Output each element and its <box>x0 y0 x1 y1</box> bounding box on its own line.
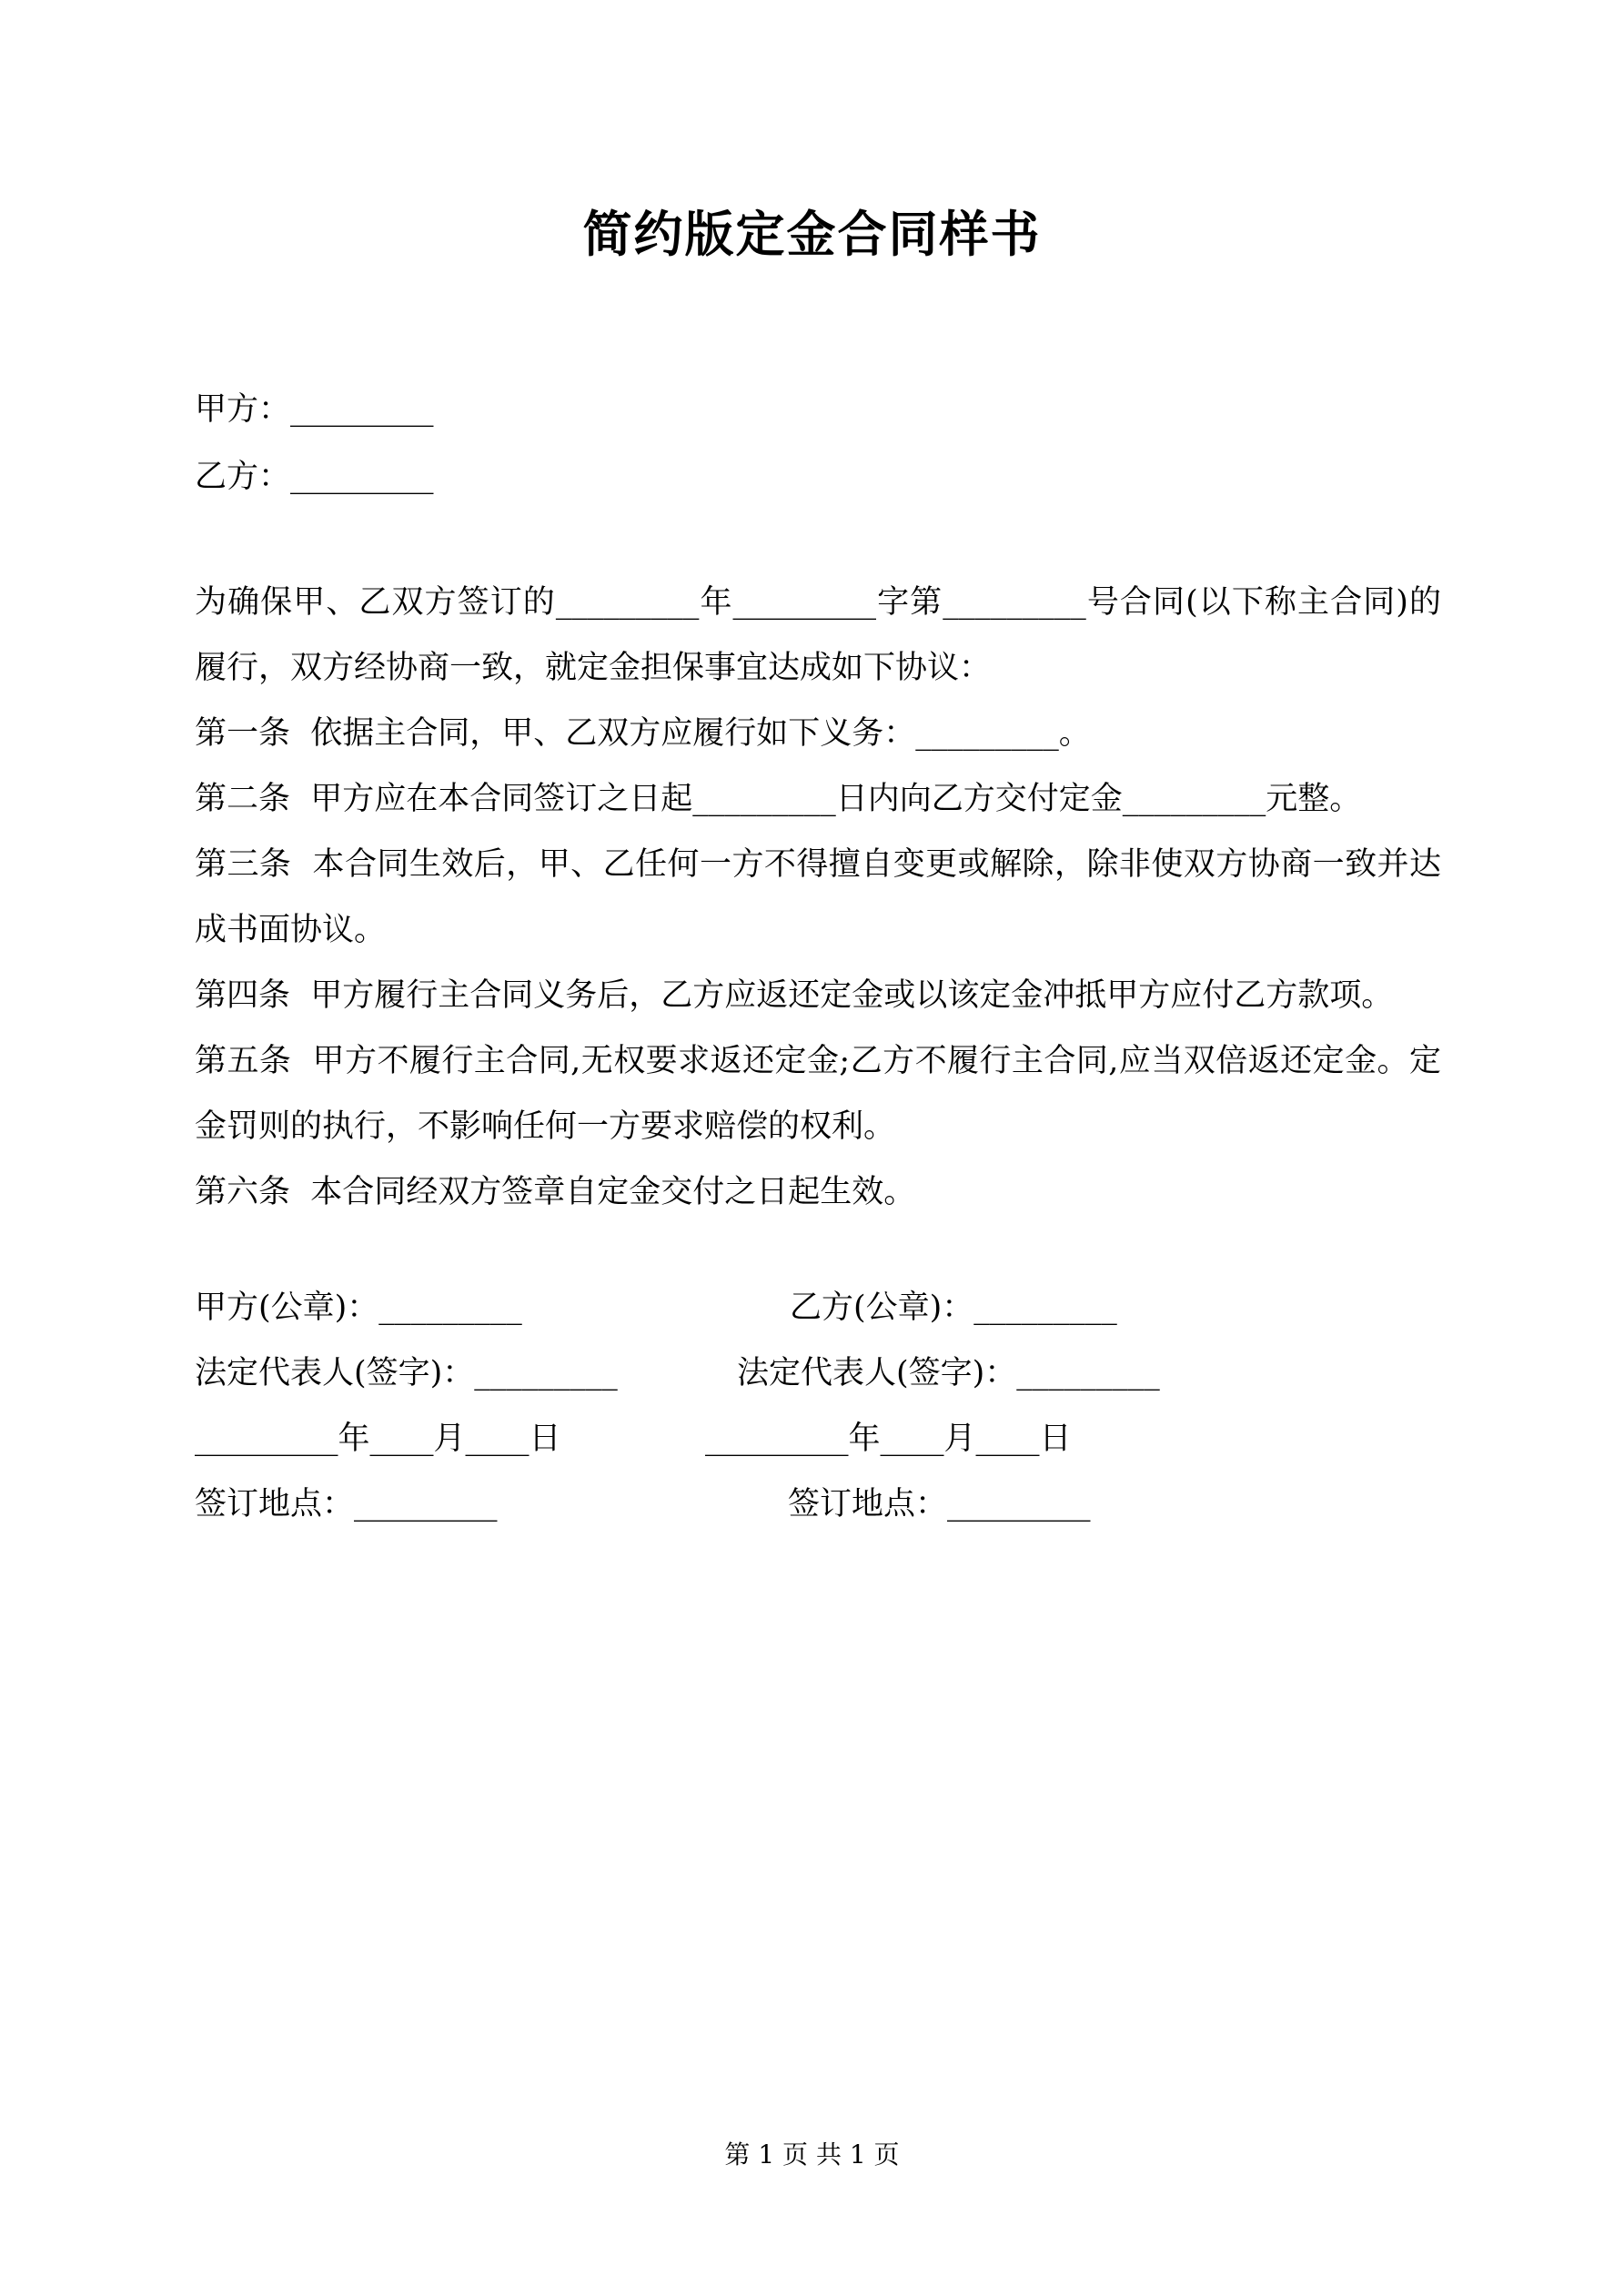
party-b-representative: 法定代表人(签字)：_________ <box>737 1355 1160 1391</box>
party-a-representative: 法定代表人(签字)：_________ <box>195 1355 618 1391</box>
party-a-date: _________年____月____日 <box>195 1421 561 1457</box>
party-a-line: 甲方：_________ <box>195 391 434 428</box>
party-b-place: 签订地点：_________ <box>788 1486 1091 1522</box>
party-b-line: 乙方：_________ <box>195 459 434 495</box>
article-5: 第五条 甲方不履行主合同,无权要求返还定金;乙方不履行主合同,应当双倍返还定金。定金罚则的执行，不影响任何一方要求赔偿的权利。 <box>195 1043 1441 1145</box>
article-1: 第一条 依据主合同，甲、乙双方应履行如下义务：_________。 <box>195 715 1091 752</box>
article-4: 第四条 甲方履行主合同义务后，乙方应返还定金或以该定金冲抵甲方应付乙方款项。 <box>195 977 1394 1014</box>
party-a-place: 签订地点：_________ <box>195 1486 498 1522</box>
article-6: 第六条 本合同经双方签章自定金交付之日起生效。 <box>195 1174 916 1210</box>
article-2: 第二条 甲方应在本合同签订之日起_________日内向乙方交付定金_________元整。 <box>195 781 1362 817</box>
party-b-date: _________年____月____日 <box>705 1421 1072 1457</box>
article-3: 第三条 本合同生效后，甲、乙任何一方不得擅自变更或解除，除非使双方协商一致并达成书面协议。 <box>195 846 1441 948</box>
party-b-seal: 乙方(公章)：_________ <box>790 1290 1117 1326</box>
party-a-seal: 甲方(公章)：_________ <box>195 1290 522 1326</box>
document-title: 简约版定金合同样书 <box>582 205 1042 263</box>
page-footer: 第 1 页 共 1 页 <box>724 2139 900 2170</box>
intro-paragraph: 为确保甲、乙双方签订的_________年_________字第_________号合同(以下称主合同)的履行，双方经协商一致，就定金担保事宜达成如下协议： <box>195 584 1441 686</box>
